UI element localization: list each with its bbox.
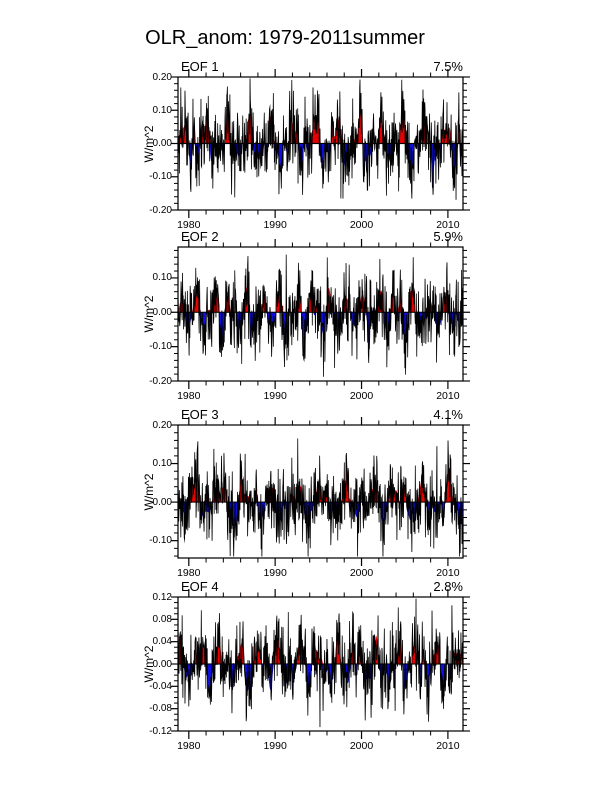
y-tick-label: -0.10 [149,341,172,353]
y-tick-label: -0.20 [149,375,172,387]
x-tick-label: 2000 [349,219,374,231]
y-tick-label: -0.12 [149,725,172,737]
y-tick-label: -0.08 [149,703,172,715]
x-tick-label: 1980 [177,219,201,231]
x-tick-label: 2000 [349,567,374,579]
x-tick-label: 1990 [263,219,287,231]
eof3-timeseries-plot [168,415,473,568]
panel-2-y-axis-title: W/m^2 [142,295,156,333]
x-tick-label: 1990 [263,740,287,752]
x-tick-label: 1980 [177,390,201,402]
eof1-timeseries-plot [168,67,473,220]
eof4-timeseries-plot [168,587,473,741]
y-tick-label: -0.10 [149,171,172,183]
y-tick-label: 0.08 [152,613,172,625]
x-tick-label: 2010 [436,390,460,402]
x-tick-label: 2010 [436,219,460,231]
y-tick-label: 0.20 [152,71,172,83]
eof2-timeseries-plot [168,237,473,391]
panel-3-y-axis-title: W/m^2 [142,473,156,510]
y-tick-label: 0.00 [152,138,172,149]
y-tick-label: 0.00 [152,496,172,508]
x-tick-label: 1990 [263,390,287,402]
y-tick-label: 0.10 [152,458,172,470]
y-tick-label: 0.00 [152,658,172,670]
y-tick-label: -0.20 [149,204,172,216]
y-tick-label: 0.12 [152,591,172,603]
x-tick-label: 1980 [177,567,201,579]
chart-title: OLR_anom: 1979-2011summer [145,27,425,49]
panel-4-y-axis-title: W/m^2 [142,645,156,683]
x-tick-label: 2000 [349,740,374,752]
panel-1-y-axis-title: W/m^2 [142,125,156,162]
y-tick-label: 0.20 [152,419,172,431]
x-tick-label: 2000 [349,390,374,402]
y-tick-label: 0.10 [152,104,172,116]
y-tick-label: -0.04 [149,680,172,692]
x-tick-label: 2010 [436,740,460,752]
y-tick-label: -0.10 [149,535,172,547]
x-tick-label: 1980 [177,740,201,752]
y-tick-label: 0.00 [152,306,172,318]
x-tick-label: 1990 [263,567,287,579]
x-tick-label: 2010 [436,567,460,579]
y-tick-label: 0.10 [152,272,172,284]
y-tick-label: 0.04 [152,636,172,648]
